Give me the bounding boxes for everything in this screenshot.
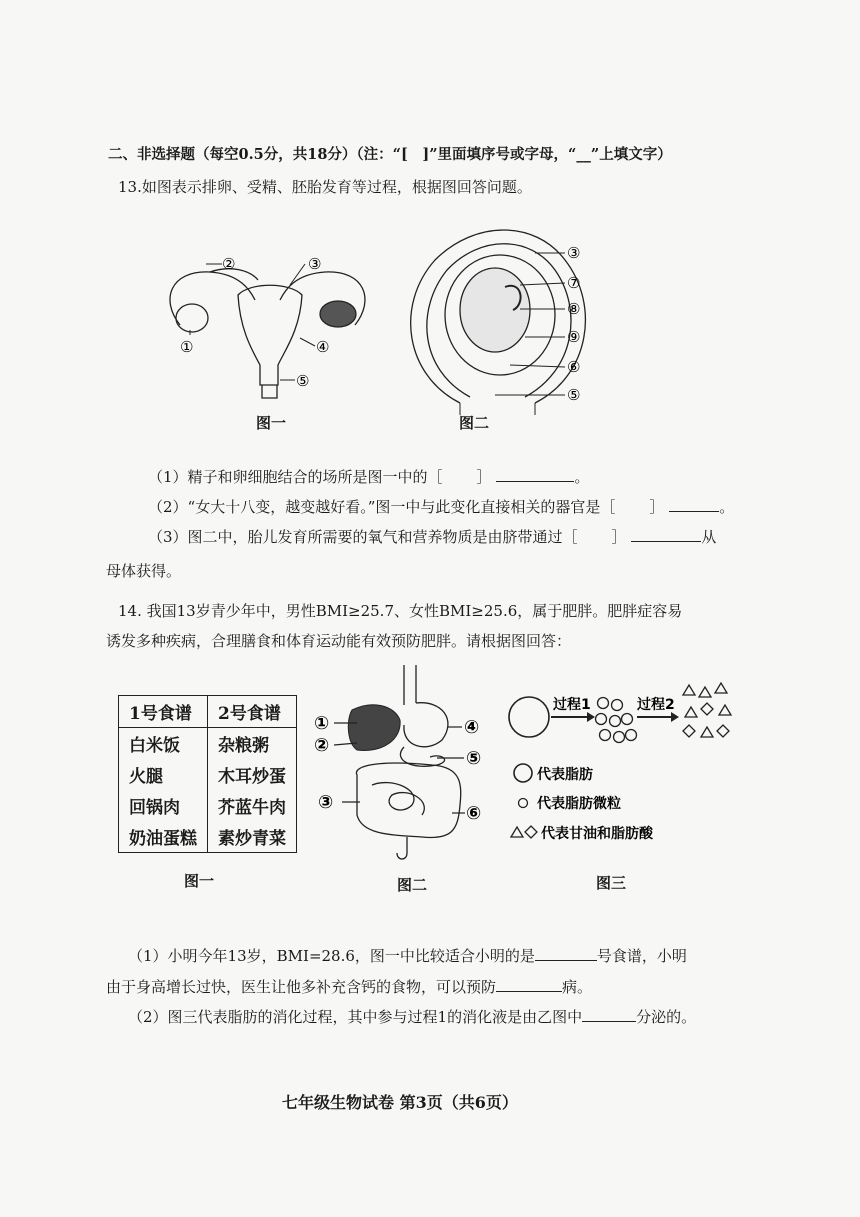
page-footer: 七年级生物试卷 第3页（共6页） <box>282 1093 518 1112</box>
menu-cell: 芥蓝牛肉 <box>218 798 286 818</box>
legend-triangle-icon <box>511 827 523 837</box>
menu-table <box>118 695 297 853</box>
menu-cell: 木耳炒蛋 <box>218 767 286 787</box>
menu-cell: 奶油蛋糕 <box>119 821 208 853</box>
q14-stem-line2: 诱发多种疾病，合理膳食和体育运动能有效预防肥胖。请根据图回答： <box>106 632 572 650</box>
menu-header-1: 1号食谱 <box>119 696 208 728</box>
q13-sub3-cont: 母体获得。 <box>106 562 182 580</box>
q13-figure-1 <box>150 240 390 440</box>
q13-sub3-blank[interactable] <box>631 527 701 542</box>
q14-figure-2 <box>312 665 494 870</box>
legend-diamond-icon <box>525 826 537 838</box>
menu-cell: 白米饭 <box>119 728 208 760</box>
section-header: 二、非选择题（每空0.5分，共18分）（注：“[ ]”里面填序号或字母，“__”上填文字） <box>108 146 672 163</box>
menu-row <box>119 759 297 790</box>
q13-stem: 13.如图表示排卵、受精、胚胎发育等过程，根据图回答问题。 <box>118 178 532 196</box>
process-1-label: 过程1 <box>553 697 591 713</box>
q14-fig2-caption: 图二 <box>397 876 428 894</box>
process-2-label: 过程2 <box>637 697 675 713</box>
legend-fat: 代表脂肪 <box>537 767 593 783</box>
fig2-digestive-label-4: ④ <box>464 717 480 738</box>
glycerol-fatty-acid-icon <box>683 683 731 737</box>
fig2-digestive-label-2: ② <box>314 735 330 756</box>
fig2-label-8: ⑧ <box>567 300 581 318</box>
menu-header-2: 2号食谱 <box>208 696 297 728</box>
fig1-label-1: ① <box>180 338 194 356</box>
reproductive-organs-drawing <box>170 269 365 398</box>
fig2-label-7: ⑦ <box>567 274 581 292</box>
fig2-digestive-label-5: ⑤ <box>466 748 482 769</box>
fig2-label-3: ③ <box>567 244 581 262</box>
fig2-label-6: ⑥ <box>567 358 581 376</box>
legend-fat-icon <box>514 764 532 782</box>
q14-sub2-blank[interactable] <box>582 1007 636 1022</box>
q14-sub1: （1）小明今年13岁，BMI=28.6，图一中比较适合小明的是 号食谱，小明 <box>128 947 687 965</box>
fetus-drawing <box>411 230 586 415</box>
menu-header-row <box>119 696 297 728</box>
q14-figure-3 <box>505 675 745 850</box>
legend-particle-icon <box>519 799 528 808</box>
q13-sub1: （1）精子和卵细胞结合的场所是图一中的［ ］ 。 <box>148 468 590 486</box>
fig2-digestive-label-3: ③ <box>318 792 334 813</box>
q14-sub2: （2）图三代表脂肪的消化过程，其中参与过程1的消化液是由乙图中 分泌的。 <box>128 1008 697 1026</box>
fig2-digestive-label-6: ⑥ <box>466 803 482 824</box>
q14-sub1-blank-1[interactable] <box>535 946 597 961</box>
fig2-label-9: ⑨ <box>567 328 581 346</box>
q13-sub3: （3）图二中，胎儿发育所需要的氧气和营养物质是由脐带通过［ ］ 从 <box>148 528 717 546</box>
q13-sub2-blank[interactable] <box>669 497 719 512</box>
q14-fig3-caption: 图三 <box>596 874 627 892</box>
menu-cell: 火腿 <box>119 759 208 790</box>
fig1-label-4: ④ <box>316 338 330 356</box>
digestive-system-drawing <box>348 665 460 859</box>
fig2-digestive-label-1: ① <box>314 713 330 734</box>
legend-particle: 代表脂肪微粒 <box>537 796 621 812</box>
fat-particles-icon <box>596 698 637 743</box>
q14-fig1-caption: 图一 <box>184 872 215 890</box>
q13-sub1-blank[interactable] <box>496 467 574 482</box>
menu-cell: 回锅肉 <box>119 790 208 821</box>
fat-icon <box>509 697 549 737</box>
menu-row <box>119 821 297 853</box>
q13-fig2-caption: 图二 <box>459 414 490 432</box>
menu-row <box>119 790 297 821</box>
fig1-label-2: ② <box>222 255 236 273</box>
legend-glycerol: 代表甘油和脂肪酸 <box>541 826 653 842</box>
fig1-label-5: ⑤ <box>296 372 310 390</box>
menu-cell: 杂粮粥 <box>218 736 269 756</box>
q13-sub2: （2）“女大十八变，越变越好看。”图一中与此变化直接相关的器官是［ ］ 。 <box>148 498 735 516</box>
fig2-label-5: ⑤ <box>567 386 581 404</box>
menu-row <box>119 728 297 760</box>
q14-stem-line1: 14. 我国13岁青少年中，男性BMI≥25.7、女性BMI≥25.6，属于肥胖。肥胖症容易 <box>118 602 683 620</box>
q14-sub1-blank-2[interactable] <box>496 977 562 992</box>
q14-sub1-cont: 由于身高增长过快，医生让他多补充含钙的食物，可以预防 病。 <box>106 978 593 996</box>
q13-figure-2 <box>395 225 610 415</box>
fig1-label-3: ③ <box>308 255 322 273</box>
q13-fig1-caption: 图一 <box>256 414 287 432</box>
menu-cell: 素炒青菜 <box>218 829 286 849</box>
